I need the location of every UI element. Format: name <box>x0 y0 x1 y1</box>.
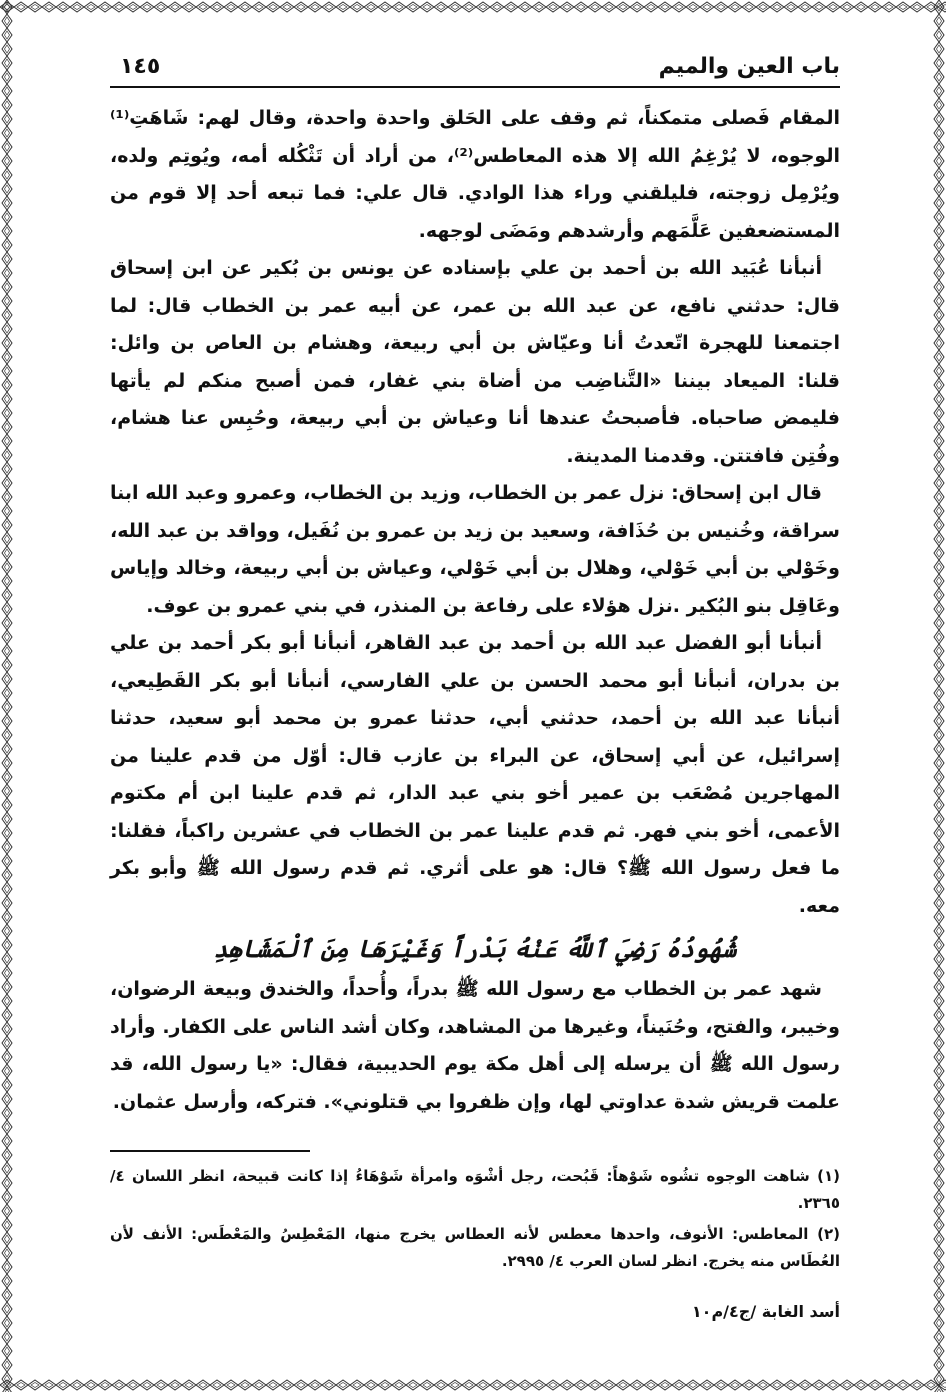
paragraph: قال ابن إسحاق: نزل عمر بن الخطاب، وزيد بن الخطاب، وعمرو وعبد الله ابنا سراقة، وخُنيس بن حُذَافة، وسعيد بن زيد بن عمرو بن نُفَيل، وواقد بن عبد الله، وخَوْلي بن أبي خَوْلي، وهلال بن أبي خَوْلي، وعياش بن أبي ربيعة، وخالد وإياس وعَاقِل بنو البُكير .نزل هؤلاء على رفاعة بن المنذر، في بني عمرو بن عوف. <box>110 482 840 617</box>
paragraph: أنبأنا عُبَيد الله بن أحمد بن علي بإسناده عن يونس بن بُكير عن ابن إسحاق قال: حدثني نافع، عن عبد الله بن عمر، عن أبيه عمر بن الخطاب قال: لما اجتمعنا للهجرة اتّعدتُ أنا وعيّاش بن أبي ربيعة، وهشام بن العاص بن وائل: قلنا: الميعاد بيننا «التَّناضِب من أضاة بني غفار، فمن أصبح منكم لم يأتها فليمض صاحباه. فأصبحتُ عندها أنا وعياش بن أبي ربيعة، وحُبِس عنا هشام، وفُتِن فافتتن. وقدمنا المدينة. <box>110 257 840 467</box>
book-page <box>110 40 840 1360</box>
footnote: (١) شاهت الوجوه تشُوه شَوْهاً: قَبُحت، رجل أشْوَه وامرأة شَوْهَاءُ إذا كانت قبيحة، انظر اللسان ٤/ ٢٣٦٥. <box>110 1167 840 1212</box>
footnote: (٢) المعاطس: الأنوف، واحدها معطس لأنه العطاس يخرج منها، المَعْطِسُ والمَعْطَس: الأنف لأن العُطَاس منه يخرج. انظر لسان العرب ٤/ ٢٩٩٥. <box>110 1225 840 1270</box>
decorative-border-left <box>0 0 14 1392</box>
signature-mark: أسد الغابة /ج٤/م١٠ <box>691 1302 840 1321</box>
running-title: باب العين والميم <box>658 54 840 79</box>
running-head <box>110 52 840 88</box>
footnotes <box>110 1163 840 1279</box>
section-heading: شُهُودُهُ رَضِيَ ٱللَّهُ عَنْهُ بَدْراً وَغَيْرَهَا مِنَ ٱلْمَشَاهِدِ <box>213 934 737 963</box>
paragraph: المقام فَصلى متمكناً، ثم وقف على الحَلق واحدة واحدة، وقال لهم: شَاهَتِ⁽¹⁾ الوجوه، لا يُرْغِمُ الله إلا هذه المعاطس⁽²⁾، من أراد أن تَثْكُله أمه، ويُوتِم ولده، ويُرْمِل زوجته، فليلقني وراء هذا الوادي. قال علي: فما تبعه أحد إلا قوم من المستضعفين عَلَّمَهم وأرشدهم ومَضَى لوجهه. <box>110 107 840 242</box>
decorative-border-right <box>932 0 946 1392</box>
footnote-divider <box>110 1150 310 1152</box>
paragraph: أنبأنا أبو الفضل عبد الله بن أحمد بن عبد القاهر، أنبأنا أبو بكر أحمد بن علي بن بدران، أنبأنا أبو محمد الحسن بن علي الفارسي، أنبأنا أبو بكر القَطِيعي، أنبأنا عبد الله بن أحمد، حدثني أبي، حدثنا عمرو بن محمد أبو سعيد، حدثنا إسرائيل، عن أبي إسحاق، عن البراء بن عازب قال: أوّل من قدم علينا من المهاجرين مُصْعَب بن عمير أخو بني عبد الدار، ثم قدم علينا ابن أم مكتوم الأعمى، أخو بني فهر. ثم قدم علينا عمر بن الخطاب في عشرين راكباً، فقلنا: ما فعل رسول الله ﷺ؟ قال: هو على أثري. ثم قدم رسول الله ﷺ وأبو بكر معه. <box>110 632 840 917</box>
decorative-border-top <box>0 0 946 14</box>
main-text <box>110 100 840 1121</box>
paragraph: شهد عمر بن الخطاب مع رسول الله ﷺ بدراً، وأُحداً، والخندق وبيعة الرضوان، وخيبر، والفتح، وحُنَيناً، وغيرها من المشاهد، وكان أشد الناس على الكفار. وأراد رسول الله ﷺ أن يرسله إلى أهل مكة يوم الحديبية، فقال: «يا رسول الله، قد علمت قريش شدة عداوتي لها، وإن ظفروا بي قتلوني». فتركه، وأرسل عثمان. <box>110 978 840 1113</box>
decorative-border-bottom <box>0 1378 946 1392</box>
page-number: ١٤٥ <box>120 54 161 79</box>
